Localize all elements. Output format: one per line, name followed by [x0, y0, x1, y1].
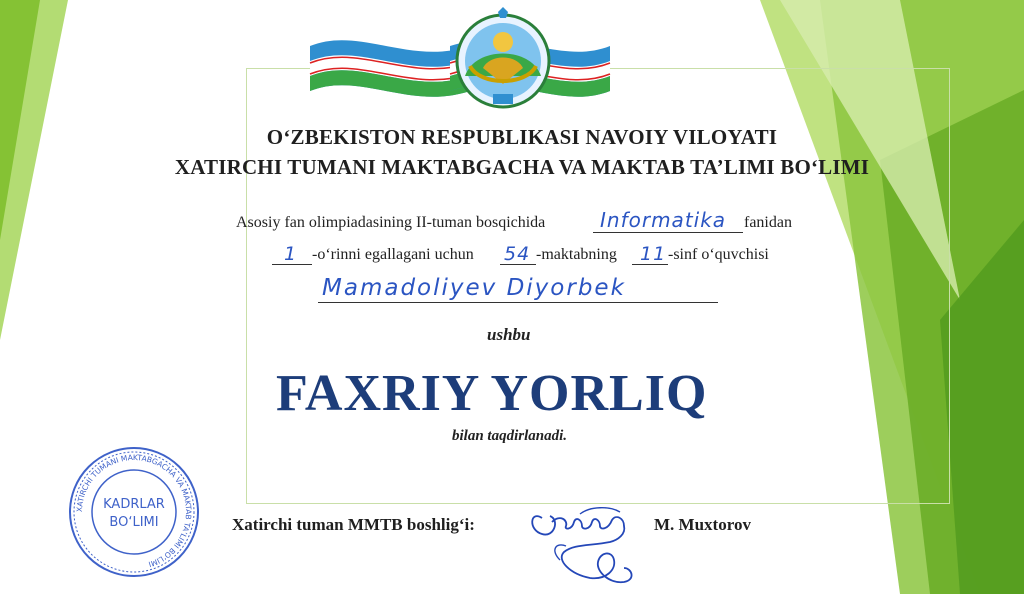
- signatory-position: Xatirchi tuman MMTB boshlig‘i:: [232, 515, 475, 534]
- header-line-2: XATIRCHI TUMANI MAKTABGACHA VA MAKTAB TA’LIMI BO‘LIMI: [174, 155, 870, 179]
- student-name-underline: [318, 302, 718, 303]
- state-emblem: [300, 6, 620, 116]
- grade-handwritten: 11: [640, 243, 667, 265]
- school-suffix: -maktabning: [536, 246, 617, 263]
- stamp-center-line-1: KADRLAR: [103, 497, 165, 512]
- signature: [520, 490, 660, 590]
- stamp-ring-text: XATIRCHI TUMANI MAKTABGACHA VA MAKTAB TA’LIMI BO‘LIMI: [74, 452, 194, 569]
- olympiad-text: Asosiy fan olimpiadasining II-tuman bosqichida: [236, 214, 546, 231]
- grade-suffix: -sinf o‘quvchisi: [668, 246, 769, 263]
- certificate-title: FAXRIY YORLIQ: [276, 365, 708, 422]
- awarded-text: bilan taqdirlanadi.: [452, 428, 568, 444]
- subject-underline: [593, 232, 743, 233]
- subject-suffix: fanidan: [744, 214, 792, 231]
- place-handwritten: 1: [284, 243, 298, 265]
- ushbu-text: ushbu: [487, 325, 531, 344]
- school-handwritten: 54: [504, 243, 531, 265]
- stamp-center-line-2: BO‘LIMI: [109, 515, 159, 530]
- subject-handwritten: Informatika: [600, 208, 727, 232]
- student-name-handwritten: Mamadoliyev Diyorbek: [322, 275, 626, 301]
- place-suffix: -o‘rinni egallagani uchun: [312, 246, 474, 263]
- signatory-name: M. Muxtorov: [654, 515, 751, 534]
- header-line-1: O‘ZBEKISTON RESPUBLIKASI NAVOIY VILOYATI: [266, 125, 778, 149]
- official-stamp: [66, 444, 202, 580]
